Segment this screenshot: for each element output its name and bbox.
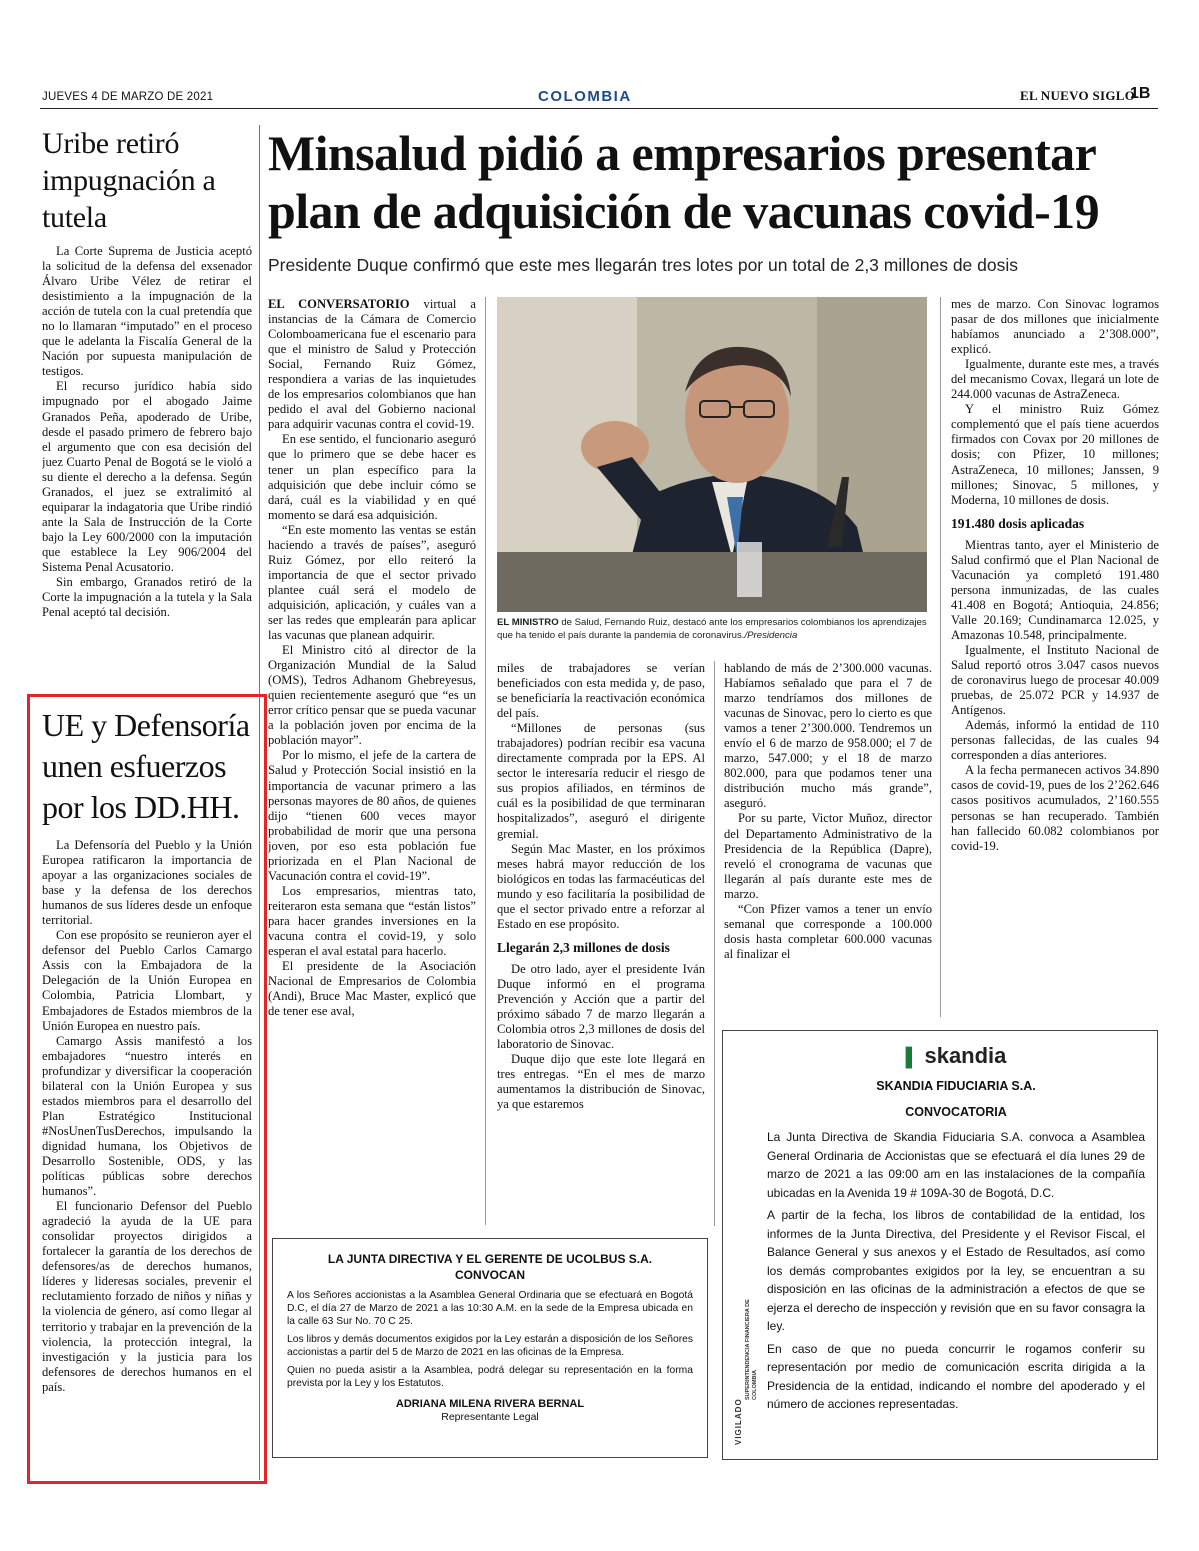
paragraph: Duque dijo que este lote llegará en tres entregas. “En el mes de marzo aumentamos la distribución de Sinovac, ya que estaremos [497, 1052, 705, 1112]
paragraph: En ese sentido, el funcionario aseguró que lo primero que se debe hacer es tener un plan específico para la adquisición que debe incluir cómo se dará, cuál es la viabilidad y en qué momento se dará esa adquisición. [268, 432, 476, 522]
paragraph: hablando de más de 2’300.000 vacunas. Habíamos señalado que para el 7 de marzo tendríamos dos millones de vacunas de Sinovac, pero lo cierto es que vamos a tener 2’300.000. Tendremos un envío el 6 de marzo de 958.000; el 7 de marzo, 547.000; y el 18 de marzo 802.000, para que podamos tener una distribución mucho más grande”, aseguró. [724, 661, 932, 811]
paragraph: mes de marzo. Con Sinovac logramos pasar de dos millones que inicialmente habíamos anunciado a 2’308.000”, explicó. [951, 297, 1159, 357]
paragraph: La Corte Suprema de Justicia aceptó la solicitud de la defensa del exsenador Álvaro Uribe Vélez de retirar el desistimiento a la impugnación de la acción de tutela con la cual pretendía que no lo llamaran “imputado” en el proceso que le adelanta la Fiscalía General de la Nación por supuesta manipulación de testigos. [42, 244, 252, 379]
header-rule [40, 108, 1158, 109]
skandia-p3: En caso de que no pueda concurrir le rogamos conferir su representación por medio de comunicación escrita dirigida a la Presidencia de la entidad, indicando el nombre del apoderado y el número de acciones representadas. [767, 1341, 1145, 1411]
paragraph: Además, informó la entidad de 110 personas fallecidas, de las cuales 94 corresponden a días anteriores. [951, 718, 1159, 763]
paragraph: El presidente de la Asociación Nacional de Empresarios de Colombia (Andi), Bruce Mac Master, explicó que de tener ese aval, [268, 959, 476, 1019]
paragraph: La Defensoría del Pueblo y la Unión Europea ratificaron la importancia de apoyar a las organizaciones sociales de base y la defensa de los derechos humanos de sus líderes desde un enfoque territorial. [42, 838, 252, 928]
column-rule [940, 297, 941, 1017]
main-headline: Minsalud pidió a empresarios presentar plan de adquisición de vacunas covid-19 [268, 125, 1099, 239]
skandia-logo [767, 1043, 1145, 1070]
paragraph: Mientras tanto, ayer el Ministerio de Salud confirmó que el Plan Nacional de Vacunación ya completó 191.480 persona inmunizadas, de las cuales 41.408 en Bogotá; Antioquia, 24.856; Valle 20.169; Cundinamarca 12.025, y Amazonas 10.548, principalmente. [951, 537, 1159, 642]
paragraph: Con ese propósito se reunieron ayer el defensor del Pueblo Carlos Camargo Assis con la Embajadora de la Delegación de la Unión Europea en Colombia, Patricia Llombart, y Embajadores de Estados miembros de la Unión Europea en nuestro país. [42, 928, 252, 1033]
paragraph: “En este momento las ventas se están haciendo a través de países”, aseguró Ruiz Gómez, por ello reiteró la importancia de que el sector privado plantee cuál será el modelo de adquisición, aplicación, y cuáles van a ser las redes que emplearán para aplicar las vacunas que planean adquirir. [268, 522, 476, 643]
subhead-dosis-aplicadas: 191.480 dosis aplicadas [951, 515, 1085, 531]
paragraph: Igualmente, durante este mes, a través del mecanismo Covax, llegará un lote de 244.000 vacunas de AstraZeneca. [951, 357, 1159, 402]
sidebar-article-1-title: Uribe retiró impugnación a tutela [42, 127, 216, 234]
caption-lead: EL MINISTRO [497, 617, 559, 628]
sidebar-article-2-title: UE y Defensoría unen esfuerzos por los DD.HH. [42, 707, 250, 825]
sidebar-article-2-body [42, 838, 252, 1458]
paragraph: “Con Pfizer vamos a tener un envío semanal que corresponde a 100.000 dosis hasta completar 600.000 vacunas al finalizar el [724, 901, 932, 961]
paragraph [268, 297, 476, 432]
header-paper-name: EL NUEVO SIGLO [1020, 88, 1136, 103]
ucolbus-signer: ADRIANA MILENA RIVERA BERNAL [395, 1398, 585, 1410]
sidebar-article-1 [42, 125, 252, 672]
minister-photo [497, 297, 927, 612]
skandia-p1: La Junta Directiva de Skandia Fiduciaria S.A. convoca a Asamblea General Ordinaria de Accionistas que se efectuará el día lunes 29 de marzo de 2021 a las 09:00 am en las instalaciones de la compañía ubicadas en la Avenida 19 # 109A-30 de Bogotá, D.C. [767, 1130, 1145, 1200]
caption-text: de Salud, Fernando Ruiz, destacó ante los empresarios colombianos los aprendizajes que ha tenido el país durante la pandemia de coronavirus. [497, 617, 927, 641]
paragraph: miles de trabajadores se verían beneficiados con esta medida y, de paso, se beneficiaría la reactivación económica del país. [497, 661, 705, 721]
paragraph: Igualmente, el Instituto Nacional de Salud reportó otros 3.047 casos nuevos de coronavirus luego de procesar 40.009 pruebas, de 25.072 PCR y 14.937 de Antígenos. [951, 642, 1159, 718]
main-deck: Presidente Duque confirmó que este mes llegarán tres lotes por un total de 2,3 millones de dosis [268, 255, 1019, 275]
paragraph: Los empresarios, mientras tato, reiteraron esta semana que “están listos” para hacer grandes inversiones en la vacuna contra el covid-19, y solo esperan el aval estatal para hacerlo. [268, 883, 476, 959]
ucolbus-role: Representante Legal [441, 1411, 539, 1423]
ucolbus-title: LA JUNTA DIRECTIVA Y EL GERENTE DE UCOLBUS S.A. [327, 1252, 653, 1266]
skandia-notice [722, 1030, 1158, 1460]
header-page-number: 1B [1130, 85, 1151, 102]
vigilado-label: VIGILADO [734, 1398, 743, 1445]
lead-text: virtual a instancias de la Cámara de Comercio Colomboamericana fue el escenario para que el ministro de Salud y Protección Social, Fernando Ruiz Gómez, respondiera a varias de las inquietudes de los empresarios colombianos que han pedido el aval del Gobierno nacional para adquirir vacunas contra el covid-19. [268, 297, 476, 432]
paragraph: De otro lado, ayer el presidente Iván Duque informó en el programa Prevención y Acción que a partir del próximo sábado 7 de marzo llegarán a Colombia otros 2,3 millones de dosis del laboratorio de Sinovac. [497, 961, 705, 1052]
main-column-3 [724, 661, 932, 1016]
skandia-heading: CONVOCATORIA [905, 1105, 1007, 1119]
column-rule [714, 661, 715, 1226]
paragraph: El recurso jurídico había sido impugnado por el abogado Jaime Granados Peña, apoderado de Uribe, desde el pasado primero de febrero bajo el argumento que con esa decisión del juez Cuarto Penal de Bogotá se le violó a su diente el derecho a la defensa. Según Granados, el juez se extralimitó al equiparar la indagatoria que Uribe rindió ante la Sala de Instrucción de la Corte bajo la Ley 600/2000 con la imputación que establece la Ley 906/2004 del Sistema Penal Acusatorio. [42, 379, 252, 574]
caption-credit: /Presidencia [744, 629, 798, 641]
lead-kicker: EL CONVERSATORIO [268, 297, 410, 311]
main-column-4 [951, 297, 1159, 1017]
photo-illustration [497, 297, 927, 612]
subhead-llegaran: Llegarán 2,3 millones de dosis [497, 939, 670, 955]
photo-caption [497, 617, 927, 642]
header-date: JUEVES 4 DE MARZO DE 2021 [42, 91, 214, 103]
ucolbus-p1: A los Señores accionistas a la Asamblea General Ordinaria que se efectuará en Bogotá D.C, el día 27 de Marzo de 2021 a las 10:30 A.M. en la sede de la Empresa ubicada en la calle 63 Sur No. 70 C 25. [287, 1290, 693, 1327]
skandia-p2: A partir de la fecha, los libros de contabilidad de la entidad, los informes de la Junta Directiva, del Presidente y el Revisor Fiscal, el Balance General y sus anexos y el Estado de Resultados, así como los demás comprobantes exigidos por la ley, se encuentran a su disposición en las oficinas de la administración a efectos de que se ejerza el derecho de inspección y revisión que en su favor consagra la ley. [767, 1208, 1145, 1333]
paragraph: El Ministro citó al director de la Organización Mundial de la Salud (OMS), Tedros Adhanom Ghebreyesus, quien recientemente aseguró que “es un error crítico pensar que se pueda vacunar a la población joven por encima de la población mayor”. [268, 643, 476, 748]
ucolbus-notice [272, 1238, 708, 1458]
main-column-2 [497, 661, 705, 1226]
paragraph: “Millones de personas (sus trabajadores) podrían recibir esa vacuna directamente comprada por la EPS. Al sector le interesaría reducir el riesgo de sus propios afiliados, en términos de cuál es la posibilidad de que terminaran hospitalizados”, aseguró el dirigente gremial. [497, 721, 705, 841]
paragraph: Camargo Assis manifestó a los embajadores “nuestro interés en profundizar y diversificar la cooperación bilateral con la Unión Europea y sus estados miembros para el desarrollo del Plan Estratégico Institucional #NosUnenTusDerechos, impulsando la dignidad humana, los Objetivos de Desarrollo Sostenible, ODS, y las políticas públicas sobre derechos humanos”. [42, 1033, 252, 1199]
ucolbus-convocan: CONVOCAN [454, 1268, 525, 1282]
paragraph: Sin embargo, Granados retiró de la Corte la impugnación a la tutela y la Sala Penal aceptó tal decisión. [42, 575, 252, 620]
paragraph: Por su parte, Victor Muñoz, director del Departamento Administrativo de la Presidencia de la República (Dapre), reveló el cronograma de vacunas que llegarán al país durante este mes de marzo. [724, 811, 932, 901]
paragraph: A la fecha permanecen activos 34.890 casos de covid-19, pues de los 2’262.646 casos positivos acumulados, 2’160.555 personas se han recuperado. También han fallecido 60.082 colombianos por covid-19. [951, 763, 1159, 853]
skandia-company: SKANDIA FIDUCIARIA S.A. [876, 1079, 1036, 1093]
ucolbus-p3: Quien no pueda asistir a la Asamblea, podrá delegar su representación en la forma prevista por la Ley y los Estatutos. [287, 1365, 693, 1389]
superintendencia-label: SUPERINTENDENCIA FINANCIERA DE COLOMBIA [745, 1299, 758, 1400]
header-section: COLOMBIA [538, 88, 632, 105]
skandia-logo-text: skandia [924, 1043, 1007, 1068]
paragraph: Y el ministro Ruiz Gómez complementó que el país tiene acuerdos firmados con Covax por 20 millones de dosis; con Pfizer, 10 millones; AstraZeneca, 10 millones; Janssen, 9 millones; Sinovac, 5 millones, y Moderna, 10 millones de dosis. [951, 402, 1159, 507]
sidebar-article-2 [42, 705, 252, 1458]
main-column-1 [268, 297, 476, 1225]
column-rule [485, 297, 486, 1225]
paragraph: Por lo mismo, el jefe de la cartera de Salud y Protección Social insistió en la importancia de vacunar primero a las personas mayores de 80 años, de quienes dijo “tienen 600 veces mayor probabilidad de morir que una persona joven, por eso esta población fue priorizada en el Plan Nacional de Vacunación contra el covid-19”. [268, 748, 476, 883]
sidebar-article-1-body [42, 244, 252, 672]
ucolbus-p2: Los libros y demás documentos exigidos por la Ley estarán a disposición de los Señores accionistas a partir del 5 de Marzo de 2021 en las oficinas de la Empresa. [287, 1334, 693, 1358]
paragraph: El funcionario Defensor del Pueblo agradeció la ayuda de la UE para consolidar proyectos dirigidos a fortalecer la garantía de los derechos de defensores/as de derechos humanos, líderes y lideresas sociales, prevenir el reclutamiento forzado de niños y niñas y la violencia de género, así como llegar al territorio y trabajar en la prevención de la violencia, la protección integral, la investigación y la justicia para los defensores de derechos humanos en el país. [42, 1199, 252, 1394]
paragraph: Según Mac Master, en los próximos meses habrá mayor reducción de los biológicos en todas las farmacéuticas del mundo y eso facilitaría la posibilidad de que el sector privado entre a reforzar al Estado en ese propósito. [497, 841, 705, 931]
skandia-logo-icon: ▌ [905, 1047, 919, 1067]
